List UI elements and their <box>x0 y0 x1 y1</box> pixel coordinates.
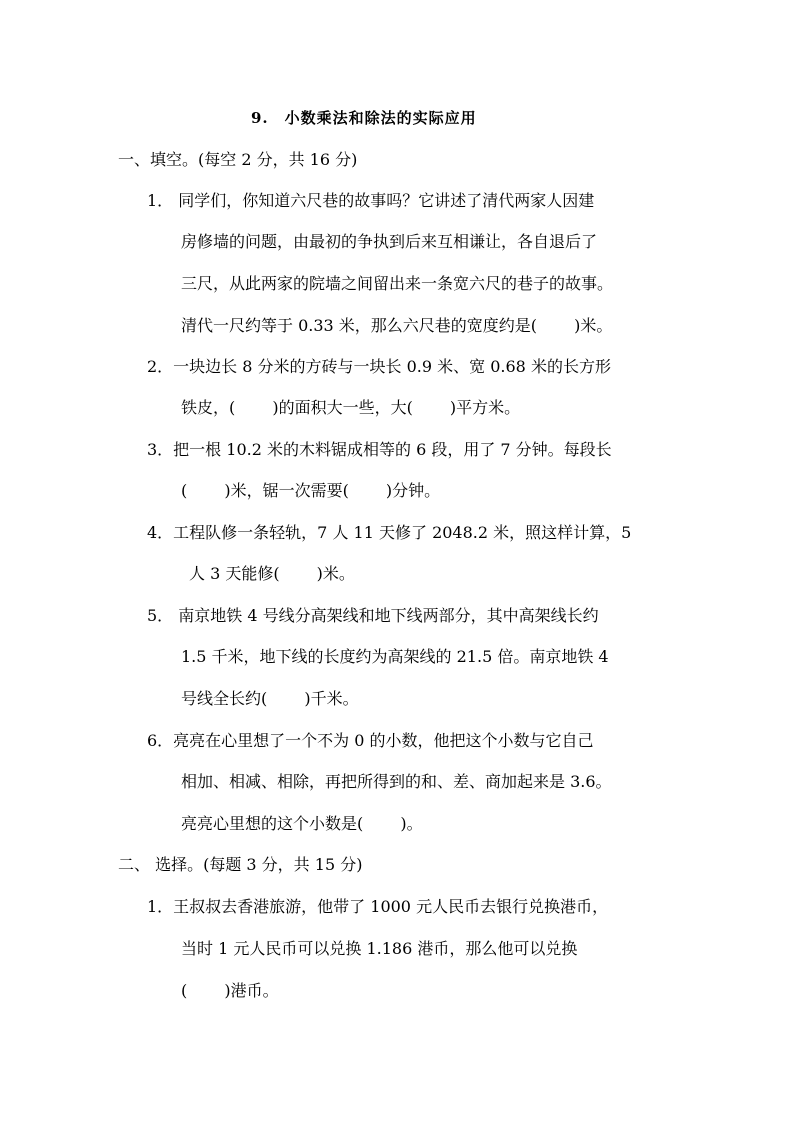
question-text-line: 清代一尺约等于 0.33 米，那么六尺巷的宽度约是( )米。 <box>181 316 613 335</box>
question-text-line: 铁皮，( )的面积大一些，大( )平方米。 <box>181 398 521 417</box>
question-text-line: 当时 1 元人民币可以兑换 1.186 港币，那么他可以兑换 <box>181 939 578 958</box>
section1-heading: 一、填空。(每空 2 分，共 16 分) <box>118 150 358 169</box>
question-text-line: 6．亮亮在心里想了一个不为 0 的小数，他把这个小数与它自己 <box>147 731 594 750</box>
question-text-line: 1.5 千米，地下线的长度约为高架线的 21.5 倍。南京地铁 4 <box>181 647 609 666</box>
question-text-line: 1． 同学们，你知道六尺巷的故事吗？它讲述了清代两家人因建 <box>147 191 595 210</box>
question-text-line: ( )港币。 <box>181 981 279 1000</box>
question-text-line: 三尺，从此两家的院墙之间留出来一条宽六尺的巷子的故事。 <box>181 274 614 293</box>
section2-heading: 二、 选择。(每题 3 分，共 15 分) <box>118 855 363 874</box>
question-text-line: 人 3 天能修( )米。 <box>189 564 355 583</box>
question-text-line: 房修墙的问题，由最初的争执到后来互相谦让，各自退后了 <box>181 232 598 251</box>
question-text-line: 1．王叔叔去香港旅游，他带了 1000 元人民币去银行兑换港币， <box>147 897 609 916</box>
question-text-line: 号线全长约( )千米。 <box>181 689 359 708</box>
question-text-line: 亮亮心里想的这个小数是( )。 <box>181 814 423 833</box>
question-text-line: 3．把一根 10.2 米的木料锯成相等的 6 段，用了 7 分钟。每段长 <box>147 440 612 459</box>
question-text-line: 2．一块边长 8 分米的方砖与一块长 0.9 米、宽 0.68 米的长方形 <box>147 357 611 376</box>
question-text-line: 相加、相减、相除，再把所得到的和、差、商加起来是 3.6。 <box>181 772 612 791</box>
question-text-line: ( )米，锯一次需要( )分钟。 <box>181 481 441 500</box>
question-text-line: 4．工程队修一条轻轨，7 人 11 天修了 2048.2 米，照这样计算，5 <box>147 523 632 542</box>
page-title: 9. 小数乘法和除法的实际应用 <box>251 109 477 127</box>
question-text-line: 5． 南京地铁 4 号线分高架线和地下线两部分，其中高架线长约 <box>147 606 599 625</box>
